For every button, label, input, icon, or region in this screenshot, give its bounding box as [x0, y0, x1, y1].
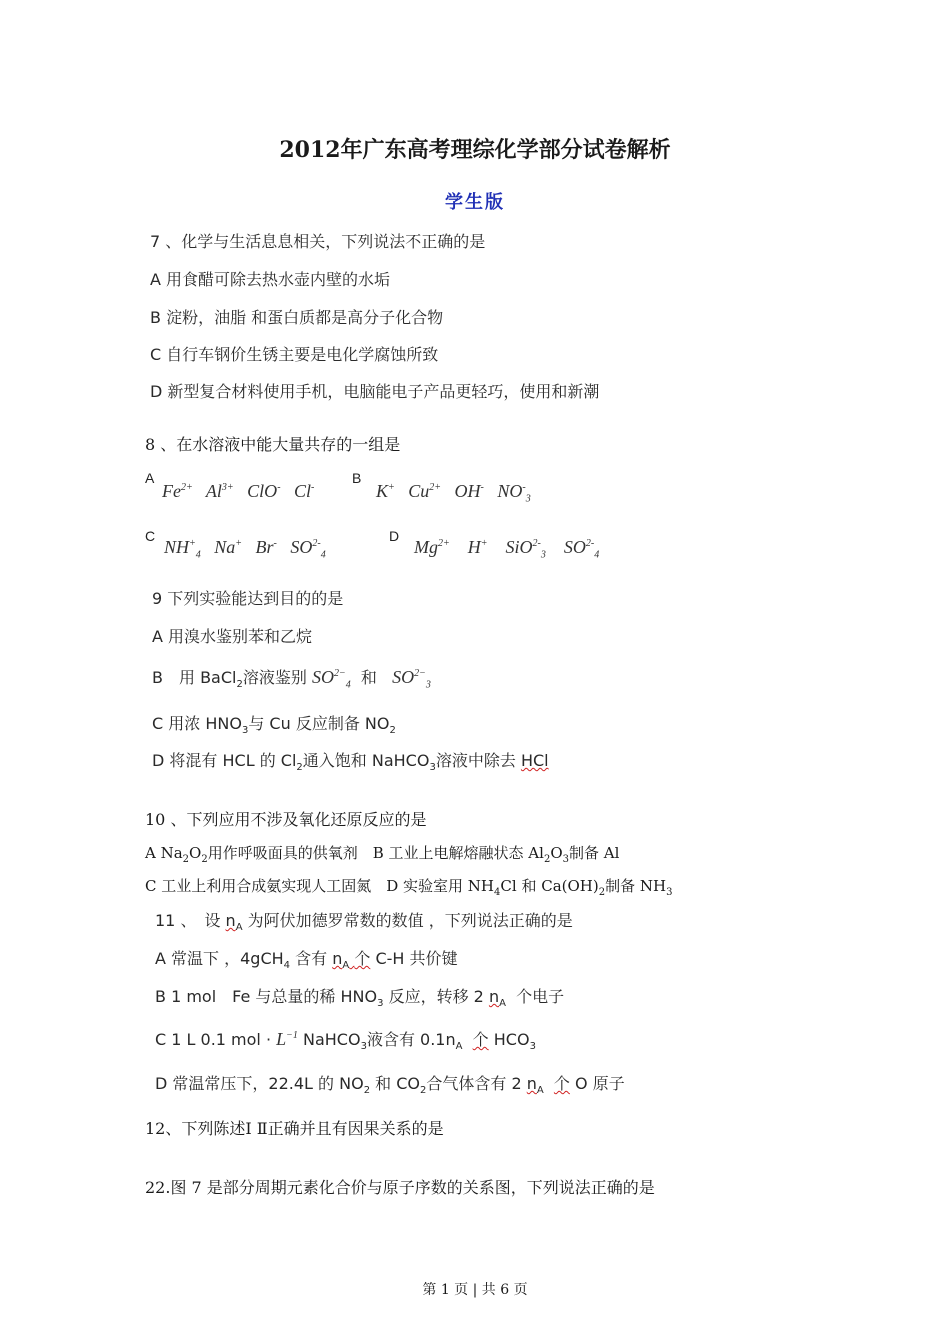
q9-option-a: A 用溴水鉴别苯和乙烷 [152, 627, 313, 646]
q8-label-c: C [145, 528, 156, 544]
q11-option-c: C 1 L 0.1 mol · $L^{-1}$ NaHCO$_3$液含有 $0.1n_A$ 个 $HCO_3$ [155, 1029, 536, 1053]
page-subtitle: 学生版 [445, 192, 505, 213]
q11-option-a: A 常温下 ，4gCH$_4$ 含有 $n_A$ 个 C-H 共价键 [155, 949, 458, 972]
page-title: 2012年广东高考理综化学部分试卷解析 [279, 137, 671, 163]
q9-option-b: B 用 BaCl$_2$溶液鉴别 $SO^{2-}_4$ 和 $SO^{2-}_3$ [152, 667, 431, 691]
q8-option-c: $NH^+_4$ Na+ Br- $SO^{2-}_4$ [164, 537, 326, 561]
q9-option-d: D 将混有 HCL 的 $Cl_2$通入饱和 NaHCO$_3$溶液中除去 HCl [152, 751, 549, 774]
q8-label-a: A [145, 470, 155, 486]
q22-stem: 22.图 7 是部分周期元素化合价与原子序数的关系图，下列说法正确的是 [145, 1178, 655, 1197]
q10-stem: 10 、下列应用不涉及氧化还原反应的是 [145, 810, 427, 829]
page-footer: 第 1 页 | 共 6 页 [422, 1282, 528, 1298]
q10-options-cd: C 工业上利用合成氨实现人工固氮 D 实验室用 $NH_4Cl$ 和 $Ca(OH)_2$制备 $NH_3$ [145, 877, 673, 898]
q10-options-ab: A $Na_2O_2$用作呼吸面具的供氧剂 B 工业上电解熔融状态 $Al_2O_3$制备 Al [145, 844, 620, 865]
q8-option-a: $Fe^{2+}$ $Al^{3+}$ ClO- Cl- [162, 481, 315, 501]
q11-stem: 11 、 设 $n_A$ 为阿伏加德罗常数的数值 ，下列说法正确的是 [155, 911, 573, 934]
q11-option-d: D 常温常压下，22.4L 的 $NO_2$ 和 $CO_2$合气体含有 2 $n_A$ 个 O 原子 [155, 1074, 625, 1097]
q8-option-b: K+ $Cu^{2+}$ OH- $NO^-_3$ [376, 481, 531, 505]
q7-option-d: D 新型复合材料使用手机，电脑能电子产品更轻巧，使用和新潮 [150, 382, 600, 401]
q7-option-a: A 用食醋可除去热水壶内壁的水垢 [150, 270, 391, 289]
q7-option-c: C 自行车钢价生锈主要是电化学腐蚀所致 [150, 345, 439, 364]
q8-option-d: $Mg^{2+}$ H+ SiO$^{2-}_3$ $SO^{2-}_4$ [414, 537, 600, 561]
q9-stem: 9 下列实验能达到目的的是 [152, 589, 344, 608]
q8-stem: 8 、在水溶液中能大量共存的一组是 [145, 435, 401, 454]
q8-label-b: B [352, 470, 362, 486]
q7-option-b: B 淀粉，油脂 和蛋白质都是高分子化合物 [150, 308, 444, 327]
q8-label-d: D [389, 528, 400, 544]
q7-stem: 7 、化学与生活息息相关，下列说法不正确的是 [150, 232, 486, 251]
q11-option-b: B 1 mol Fe 与总量的稀 $HNO_3$ 反应，转移 2 $n_A$ 个电子 [155, 987, 565, 1010]
q12-stem: 12、下列陈述Ⅰ Ⅱ正确并且有因果关系的是 [145, 1119, 444, 1138]
q9-option-c: C 用浓 $HNO_3$与 Cu 反应制备 $NO_2$ [152, 714, 396, 737]
